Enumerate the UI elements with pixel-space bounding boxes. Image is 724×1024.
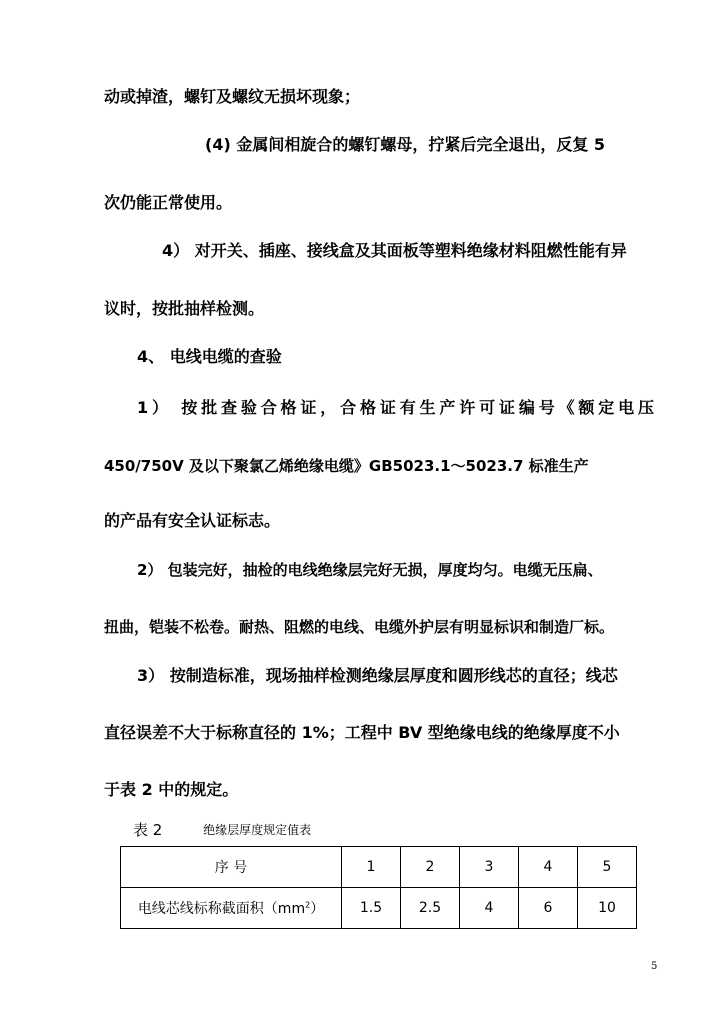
table-header-cell: 序 号 xyxy=(121,847,342,888)
paragraph-line-11: 扭曲，铠装不松卷。耐热、阻燃的电线、电缆外护层有明显标识和制造厂标。 xyxy=(104,618,615,636)
paragraph-line-1: 动或掉渣，螺钉及螺纹无损坏现象； xyxy=(104,87,361,106)
table-row xyxy=(121,847,637,888)
table-header-close: ） xyxy=(310,901,325,917)
table-cell: 2 xyxy=(401,847,460,888)
paragraph-line-5: 议时，按批抽样检测。 xyxy=(104,299,265,318)
table-cell: 1.5 xyxy=(342,888,401,929)
table-caption-title: 绝缘层厚度规定值表 xyxy=(203,823,312,837)
paragraph-line-12: 3） 按制造标准，现场抽样检测绝缘层厚度和圆形线芯的直径；线芯 xyxy=(137,666,618,685)
table-cell: 2.5 xyxy=(401,888,460,929)
paragraph-line-2: (4) 金属间相旋合的螺钉螺母，拧紧后完全退出，反复 5 xyxy=(205,135,606,154)
section-heading-cable-inspection: 4、 电线电缆的查验 xyxy=(137,347,282,366)
paragraph-line-4: 4） 对开关、插座、接线盒及其面板等塑料绝缘材料阻燃性能有异 xyxy=(162,241,627,260)
insulation-thickness-table xyxy=(120,846,637,929)
paragraph-line-3: 次仍能正常使用。 xyxy=(104,193,233,212)
table-cell: 4 xyxy=(460,888,519,929)
table-cell: 3 xyxy=(460,847,519,888)
page-number: 5 xyxy=(651,961,658,972)
paragraph-line-14: 于表 2 中的规定。 xyxy=(104,780,239,799)
table-row xyxy=(121,888,637,929)
table-cell: 6 xyxy=(519,888,578,929)
paragraph-line-8: 450/750V 及以下聚氯乙烯绝缘电缆》GB5023.1～5023.7 标准生产 xyxy=(104,457,589,475)
table-cell: 5 xyxy=(578,847,637,888)
superscript: 2 xyxy=(305,900,311,910)
table-caption xyxy=(133,819,311,840)
paragraph-line-13: 直径误差不大于标称直径的 1%；工程中 BV 型绝缘电线的绝缘厚度不小 xyxy=(104,723,620,742)
paragraph-line-7: 1） 按批查验合格证，合格证有生产许可证编号《额定电压 xyxy=(137,398,656,417)
paragraph-line-10: 2） 包装完好，抽检的电线绝缘层完好无损，厚度均匀。电缆无压扁、 xyxy=(137,561,603,579)
table-header-text: 电线芯线标称截面积（mm xyxy=(137,901,306,917)
table-cell: 1 xyxy=(342,847,401,888)
table-header-cell xyxy=(121,888,342,929)
table-cell: 4 xyxy=(519,847,578,888)
paragraph-line-9: 的产品有安全认证标志。 xyxy=(104,511,281,530)
table-caption-label: 表 2 xyxy=(133,821,163,839)
table-cell: 10 xyxy=(578,888,637,929)
